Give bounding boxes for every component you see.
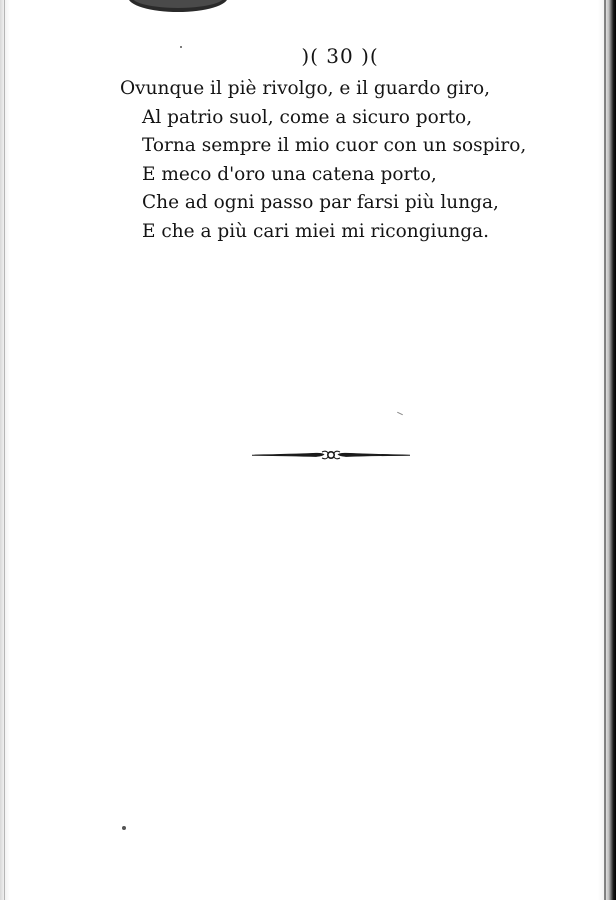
poem-line-2: Al patrio suol, come a sicuro porto, — [142, 106, 473, 128]
scroll-divider-icon — [252, 445, 410, 465]
page-number: )( 30 )( — [301, 44, 379, 68]
poem-line-1: Ovunque il piè rivolgo, e il guardo giro, — [120, 78, 490, 99]
poem-line-3: Torna sempre il mio cuor con un sospiro, — [142, 135, 527, 156]
poem-stanza — [110, 75, 580, 246]
poem-line-6: E che a più cari miei mi ricongiunga. — [142, 220, 490, 242]
paper-speck — [397, 412, 403, 415]
left-page-edge — [0, 0, 10, 900]
paper-speck — [122, 826, 126, 830]
left-page-edge-line — [4, 0, 5, 900]
poem-line-5: Che ad ogni passo par farsi più lunga, — [142, 192, 499, 213]
right-binding-edge — [598, 0, 616, 900]
right-binding-line — [604, 0, 606, 900]
poem-line-4: E meco d'oro una catena porto, — [142, 163, 437, 185]
paper-speck — [180, 46, 182, 48]
ink-blot-icon — [128, 0, 228, 12]
